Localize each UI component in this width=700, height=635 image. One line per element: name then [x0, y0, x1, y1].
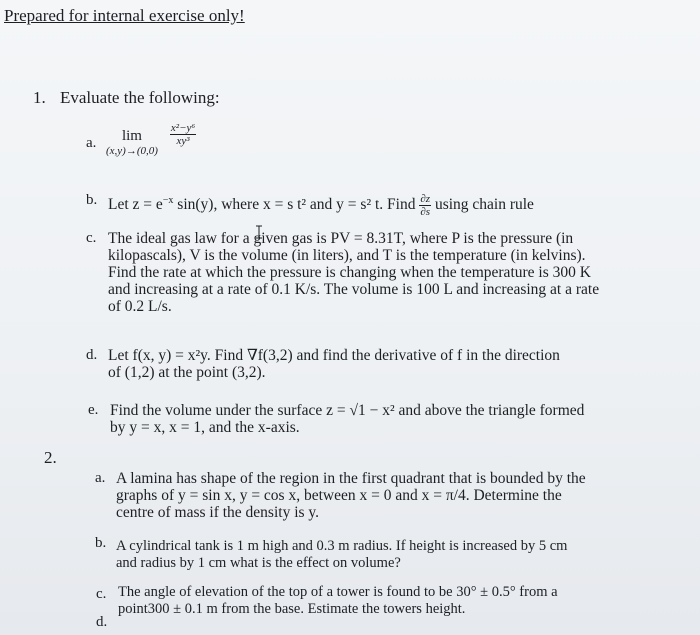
- q1e-text: [110, 402, 584, 436]
- q1c-line: The ideal gas law for a given gas is PV = 8.31T, where P is the pressure (in: [108, 230, 574, 247]
- question-1-title: Evaluate the following:: [60, 88, 220, 107]
- q1e-line: Find the volume under the surface z = √1 − x² and above the triangle formed: [110, 402, 585, 419]
- q2c-line: point300 ± 0.1 m from the base. Estimate the towers height.: [118, 601, 466, 617]
- text-cursor-icon: [255, 225, 263, 239]
- q1a-limit-expression: [106, 122, 196, 157]
- q1b-label: b.: [86, 192, 98, 208]
- q2a-line: centre of mass if the density is y.: [116, 504, 320, 521]
- q2c-label: c.: [96, 586, 107, 602]
- limit-operator: [106, 128, 158, 157]
- q1b-text-mid: sin(y), where x = s t² and y = s² t. Find: [173, 196, 420, 214]
- q1c-line: Find the rate at which the pressure is changing when the temperature is 300 K: [108, 264, 591, 281]
- q2a-text: [116, 470, 586, 521]
- q1a-denominator: xy³: [176, 135, 190, 147]
- q1c-text: [108, 230, 599, 315]
- question-2-number: 2.: [44, 448, 57, 467]
- q1d-line: Let f(x, y) = x²y. Find ∇f(3,2) and find the derivative of f in the direction: [108, 347, 560, 364]
- q2c-line: The angle of elevation of the top of a tower is found to be 30° ± 0.5° from a: [118, 584, 558, 600]
- q1b-text-end: using chain rule: [431, 196, 534, 214]
- q2c-text: [118, 584, 558, 618]
- q1a-numerator: x²−y⁶: [170, 122, 196, 134]
- q1b-partial-fraction: [419, 193, 431, 218]
- q1a-label: a.: [86, 135, 97, 151]
- q2b-label: b.: [95, 535, 107, 551]
- q2a-label: a.: [95, 470, 106, 486]
- q1c-line: of 0.2 L/s.: [108, 298, 172, 315]
- limit-word: lim: [121, 128, 142, 144]
- document-header: Prepared for internal exercise only!: [4, 6, 245, 25]
- q2b-line: A cylindrical tank is 1 m high and 0.3 m radius. If height is increased by 5 cm: [116, 538, 568, 554]
- q1d-line: of (1,2) at the point (3,2).: [108, 364, 266, 381]
- q1b-frac-den: ∂s: [420, 206, 431, 219]
- q1b-text-start: Let z = e: [108, 196, 163, 214]
- q2a-line: A lamina has shape of the region in the first quadrant that is bounded by the: [116, 470, 586, 487]
- q1d-text: [108, 347, 560, 381]
- q1b-text: [108, 192, 534, 218]
- q1e-label: e.: [88, 402, 99, 418]
- q1c-label: c.: [86, 230, 97, 246]
- q1e-line: by y = x, x = 1, and the x-axis.: [110, 419, 300, 436]
- q2d-label: d.: [96, 614, 108, 630]
- q1a-fraction: [170, 122, 196, 147]
- q2b-line: and radius by 1 cm what is the effect on volume?: [116, 555, 401, 571]
- q2b-text: [116, 538, 567, 572]
- q1c-line: and increasing at a rate of 0.1 K/s. The volume is 100 L and increasing at a rate: [108, 281, 600, 298]
- q1c-line: kilopascals), V is the volume (in liters), and T is the temperature (in kelvins).: [108, 247, 586, 264]
- q1b-frac-num: ∂z: [420, 193, 431, 206]
- question-1-number: 1.: [33, 88, 46, 107]
- q1d-label: d.: [86, 347, 98, 363]
- limit-subscript: (x,y)→(0,0): [106, 145, 158, 157]
- q1b-exponent: −x: [162, 195, 174, 206]
- q2a-line: graphs of y = sin x, y = cos x, between x = 0 and x = π/4. Determine the: [116, 487, 562, 504]
